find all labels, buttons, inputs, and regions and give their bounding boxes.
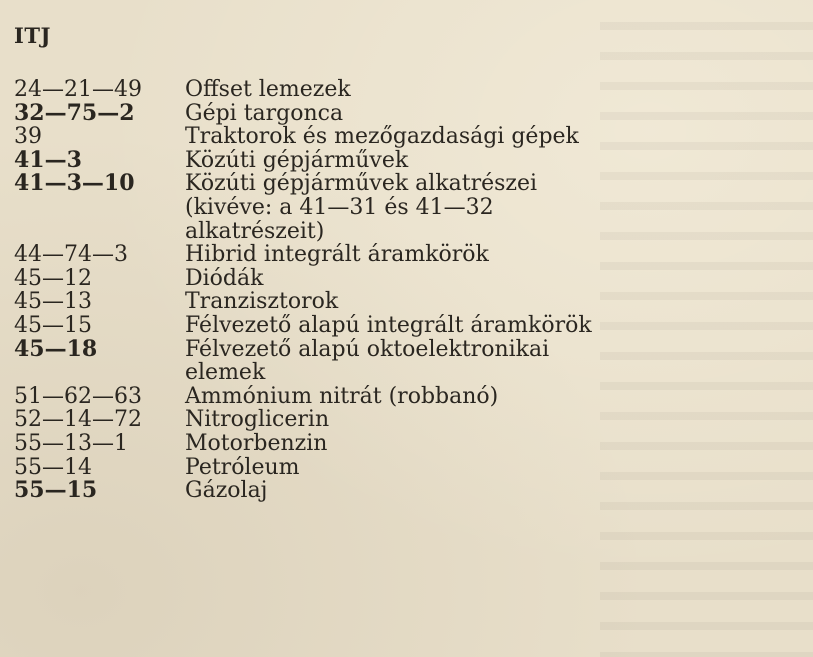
list-item [14, 99, 774, 126]
list-item [14, 243, 774, 267]
item-description: Petróleum [185, 454, 300, 480]
item-code: 41—3 [14, 146, 82, 173]
item-description: Félvezető alapú integrált áramkörök [185, 312, 592, 338]
item-code: 52—14—72 [14, 407, 142, 433]
item-code: 55—15 [14, 477, 98, 504]
item-description: Közúti gépjárművek alkatrészei (kivéve: a 41—31 és 41—32 alkatrészeit) [185, 171, 538, 244]
list-item [14, 385, 774, 409]
item-description: Tranzisztorok [185, 289, 339, 315]
item-description: Gépi targonca [185, 100, 344, 126]
item-code: 24—21—49 [14, 77, 142, 102]
list-item [14, 479, 774, 503]
item-code: 45—15 [14, 312, 92, 338]
item-code: 44—74—3 [14, 242, 128, 268]
item-description: Nitroglicerin [185, 407, 330, 433]
list-item [14, 290, 774, 314]
list-item [14, 172, 774, 243]
item-description: Offset lemezek [185, 77, 351, 102]
item-description: Diódák [185, 265, 264, 291]
list-item [14, 432, 774, 456]
list-item [14, 125, 774, 149]
item-code: 55—14 [14, 454, 92, 480]
item-description: Gázolaj [185, 478, 268, 504]
list-item [14, 78, 774, 102]
item-description: Félvezető alapú oktoelektronikai elemek [185, 336, 550, 386]
item-description: Motorbenzin [185, 430, 328, 456]
list-item [14, 314, 774, 338]
list-item [14, 335, 774, 386]
item-code: 39 [14, 124, 42, 150]
item-code: 45—18 [14, 335, 98, 362]
list-item [14, 267, 774, 291]
list-item [14, 146, 774, 173]
item-description: Traktorok és mezőgazdasági gépek [185, 124, 579, 150]
list-item [14, 408, 774, 432]
item-description: Hibrid integrált áramkörök [185, 242, 489, 268]
item-code: 55—13—1 [14, 430, 128, 456]
item-code: 51—62—63 [14, 383, 142, 409]
item-code: 41—3—10 [14, 170, 135, 197]
item-description: Ammónium nitrát (robbanó) [185, 383, 499, 409]
item-code: 45—12 [14, 265, 92, 291]
item-description: Közúti gépjárművek [185, 147, 409, 173]
list-item [14, 456, 774, 480]
section-header: ITJ [14, 23, 51, 48]
code-list [14, 78, 774, 503]
item-code: 45—13 [14, 289, 92, 315]
item-code: 32—75—2 [14, 99, 135, 126]
